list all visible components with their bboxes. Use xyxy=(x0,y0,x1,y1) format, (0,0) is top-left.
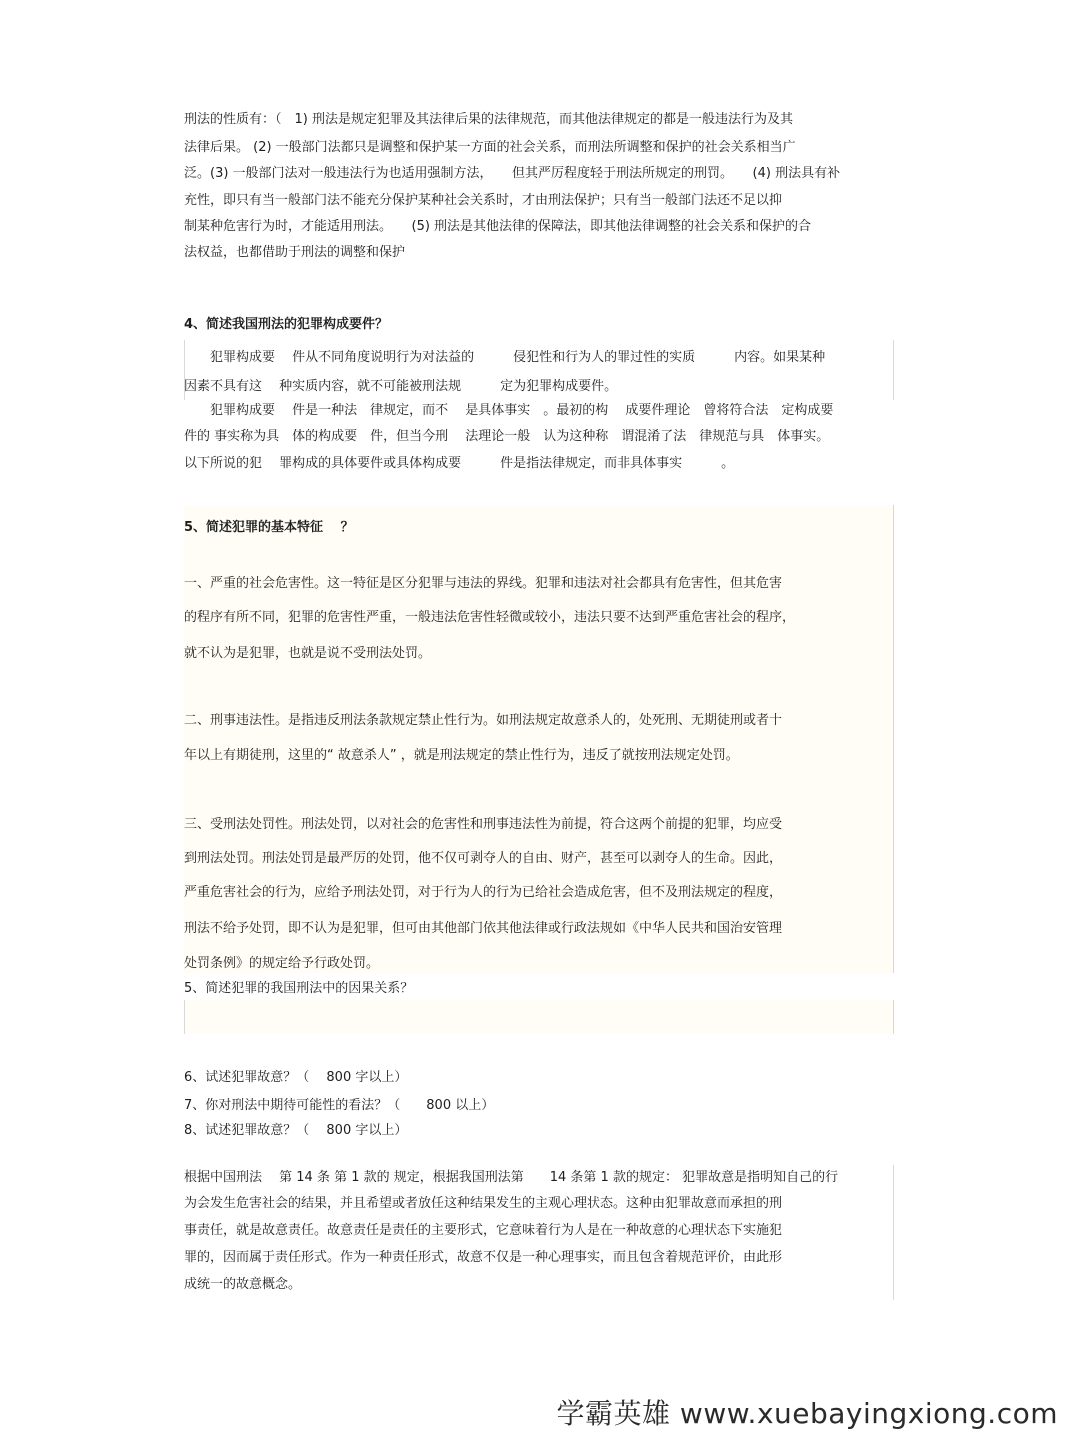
q7-title: 7、你对刑法中期待可能性的看法？（ 800 以上） xyxy=(184,1098,495,1113)
answer8-line-4: 罪的，因而属于责任形式。作为一种责任形式，故意不仅是一种心理事实，而且包含着规范评价，由此形 xyxy=(184,1250,783,1265)
q4-line-2: 因素不具有这 种实质内容，就不可能被刑法规 定为犯罪构成要件。 xyxy=(184,379,618,394)
q5-line-10: 处罚条例》的规定给予行政处罚。 xyxy=(184,956,380,971)
q4-line-5: 以下所说的犯 罪构成的具体要件或具体构成要 件是指法律规定，而非具体事实 。 xyxy=(184,456,735,471)
q5b-left-rule xyxy=(184,1000,185,1034)
answer8-line-2: 为会发生危害社会的结果，并且希望或者放任这种结果发生的主观心理状态。这种由犯罪故意而承担的刑 xyxy=(184,1196,783,1211)
q5-line-3: 就不认为是犯罪，也就是说不受刑法处罚。 xyxy=(184,646,432,661)
answer8-line-5: 成统一的故意概念。 xyxy=(184,1277,302,1292)
q6-title: 6、试述犯罪故意？（ 800 字以上） xyxy=(184,1070,408,1085)
nature-line-4: 充性，即只有当一般部门法不能充分保护某种社会关系时，才由刑法保护；只有当一般部门法还不足以抑 xyxy=(184,193,783,208)
q4-line-1: 犯罪构成要 件从不同角度说明行为对法益的 侵犯性和行为人的罪过性的实质 内容。如果某种 xyxy=(184,350,826,365)
q5-line-6: 三、受刑法处罚性。刑法处罚，以对社会的危害性和刑事违法性为前提，符合这两个前提的犯罪，均应受 xyxy=(184,817,783,832)
q5b-title: 5、简述犯罪的我国刑法中的因果关系？ xyxy=(184,981,414,996)
q5-title: 5、简述犯罪的基本特征 ？ xyxy=(184,520,354,535)
q5-line-1: 一、严重的社会危害性。这一特征是区分犯罪与违法的界线。犯罪和违法对社会都具有危害性，但其危害 xyxy=(184,576,783,591)
q5-line-9: 刑法不给予处罚，即不认为是犯罪，但可由其他部门依其他法律或行政法规如《中华人民共和国治安管理 xyxy=(184,921,783,936)
q4-line-3: 犯罪构成要 件是一种法 律规定，而不 是具体事实 。最初的构 成要件理论 曾将符合法 定构成要 xyxy=(184,403,834,418)
q5-line-2: 的程序有所不同，犯罪的危害性严重，一般违法危害性轻微或较小，违法只要不达到严重危害社会的程序， xyxy=(184,610,796,625)
q5b-right-rule xyxy=(893,1000,894,1034)
nature-line-6: 法权益，也都借助于刑法的调整和保护 xyxy=(184,245,406,260)
answer8-right-rule xyxy=(893,1165,894,1300)
nature-line-1: 刑法的性质有：（ 1) 刑法是规定犯罪及其法律后果的法律规范，而其他法律规定的都是一般违法行为及其 xyxy=(184,112,793,127)
footer-watermark: 学霸英雄 www.xuebayingxiong.com xyxy=(556,1397,1058,1430)
q4-title: 4、简述我国刑法的犯罪构成要件？ xyxy=(184,317,389,332)
nature-line-2: 法律后果。 (2) 一般部门法都只是调整和保护某一方面的社会关系，而刑法所调整和保护的社会关系相当广 xyxy=(184,140,796,155)
q4-line-4: 件的 事实称为具 体的构成要 件，但当今刑 法理论一般 认为这种称 谓混淆了法 律规范与具 体事实。 xyxy=(184,429,830,444)
answer8-line-3: 事责任，就是故意责任。故意责任是责任的主要形式，它意味着行为人是在一种故意的心理状态下实施犯 xyxy=(184,1223,783,1238)
q5b-answer-panel xyxy=(184,1000,894,1034)
q4-right-rule xyxy=(893,340,894,400)
q5-line-4: 二、刑事违法性。是指违反刑法条款规定禁止性行为。如刑法规定故意杀人的，处死刑、无期徒刑或者十 xyxy=(184,713,783,728)
q5-line-7: 到刑法处罚。刑法处罚是最严厉的处罚，他不仅可剥夺人的自由、财产，甚至可以剥夺人的生命。因此， xyxy=(184,851,783,866)
q8-title: 8、试述犯罪故意？（ 800 字以上） xyxy=(184,1123,408,1138)
nature-line-3: 泛。(3) 一般部门法对一般违法行为也适用强制方法， 但其严厉程度轻于刑法所规定的刑罚。 (4) 刑法具有补 xyxy=(184,166,841,181)
q5-line-5: 年以上有期徒刑，这里的“ 故意杀人” ，就是刑法规定的禁止性行为，违反了就按刑法规定处罚。 xyxy=(184,748,739,763)
q5-right-rule xyxy=(893,505,894,973)
nature-line-5: 制某种危害行为时，才能适用刑法。 (5) 刑法是其他法律的保障法，即其他法律调整的社会关系和保护的合 xyxy=(184,219,812,234)
q5-line-8: 严重危害社会的行为，应给予刑法处罚，对于行为人的行为已给社会造成危害，但不及刑法规定的程度， xyxy=(184,885,783,900)
answer8-line-1: 根据中国刑法 第 14 条 第 1 款的 规定，根据我国刑法第 14 条第 1 款的规定： 犯罪故意是指明知自己的行 xyxy=(184,1170,839,1185)
